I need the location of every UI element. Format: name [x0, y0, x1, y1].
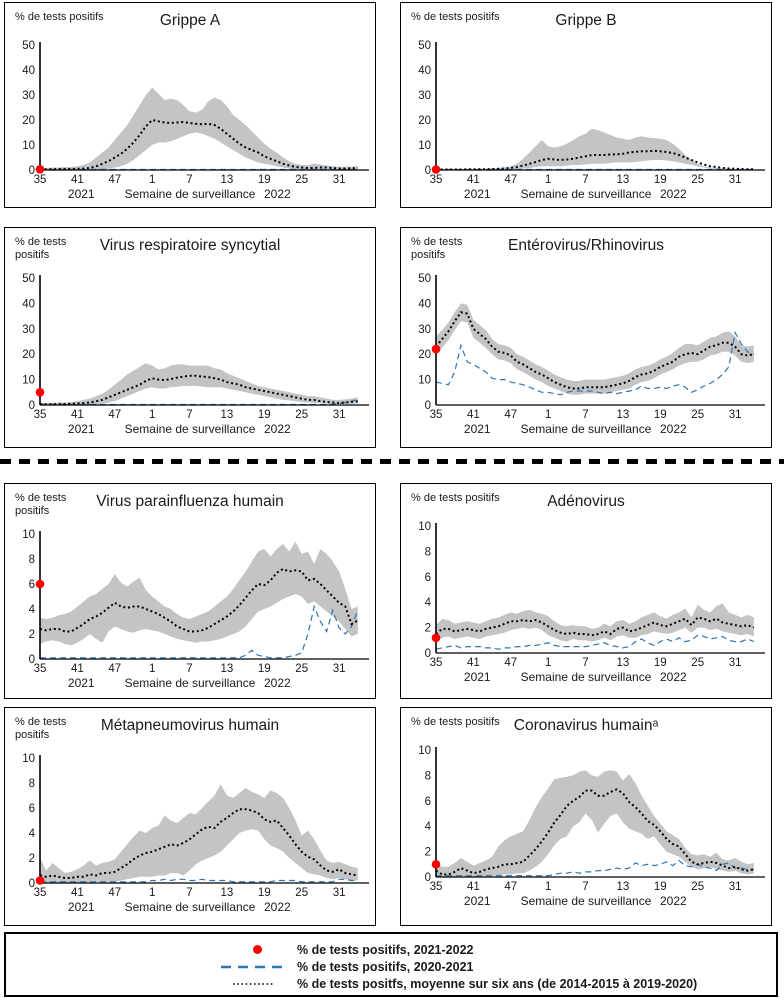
svg-text:0: 0	[424, 648, 431, 660]
svg-text:6: 6	[424, 571, 431, 584]
svg-text:47: 47	[504, 174, 518, 186]
vrs-plot	[10, 270, 370, 422]
chart-title: Virus respiratoire syncytial	[99, 237, 281, 254]
svg-text:7: 7	[186, 887, 193, 899]
chart-title: Virus parainfluenza humain	[96, 493, 284, 510]
chart-panel-coronavirus	[400, 707, 772, 926]
svg-text:31: 31	[728, 174, 742, 186]
svg-text:50: 50	[22, 40, 35, 52]
svg-text:19: 19	[257, 174, 271, 186]
y-axis-label: % de tests positifs	[411, 11, 500, 23]
chart-title: Adénovirus	[547, 493, 625, 510]
x-axis-title: Semaine de surveillance	[520, 187, 652, 201]
year-right-label: 2022	[264, 900, 291, 914]
svg-text:19: 19	[653, 409, 667, 421]
svg-text:50: 50	[22, 273, 35, 285]
year-left-label: 2021	[463, 670, 491, 684]
legend-label: % de tests positifs, 2020-2021	[297, 959, 474, 974]
legend-label: % de tests positifs, 2021-2022	[297, 942, 474, 957]
svg-text:1: 1	[544, 657, 552, 669]
svg-text:20: 20	[22, 349, 35, 362]
chart-panel-adenovirus	[400, 483, 772, 699]
svg-text:25: 25	[295, 409, 309, 421]
chart-panel-parainfluenza	[4, 483, 376, 699]
svg-text:7: 7	[186, 663, 193, 675]
svg-text:7: 7	[582, 657, 589, 669]
svg-text:2: 2	[28, 629, 35, 641]
svg-text:30: 30	[22, 323, 35, 336]
svg-text:8: 8	[424, 546, 431, 559]
x-axis-caption	[401, 422, 771, 440]
svg-text:1: 1	[148, 174, 156, 186]
svg-text:31: 31	[332, 409, 346, 421]
chart-title: Entérovirus/Rhinovirus	[508, 237, 664, 254]
svg-text:47: 47	[108, 663, 122, 675]
svg-text:6: 6	[28, 579, 35, 591]
svg-text:41: 41	[71, 174, 84, 186]
y-axis-label: % de tests positifs	[15, 492, 67, 517]
panel-header	[401, 488, 771, 518]
svg-text:0: 0	[28, 400, 35, 412]
svg-text:47: 47	[504, 657, 518, 669]
svg-text:0: 0	[28, 878, 35, 890]
svg-text:2: 2	[424, 622, 431, 635]
svg-text:1: 1	[544, 174, 552, 186]
legend-box	[4, 932, 778, 997]
year-left-label: 2021	[67, 187, 95, 201]
chart-panel-metapneumovirus	[4, 707, 376, 926]
x-axis-caption	[5, 900, 375, 918]
x-axis-title: Semaine de surveillance	[124, 676, 256, 690]
svg-text:41: 41	[71, 663, 84, 675]
svg-text:10: 10	[22, 140, 35, 152]
chart-panel-vrs	[4, 227, 376, 448]
y-axis-label: % de tests positifs	[15, 716, 67, 741]
legend-item-2021-2022	[216, 941, 776, 958]
panel-header	[5, 232, 375, 270]
svg-text:0: 0	[28, 654, 35, 666]
svg-text:13: 13	[220, 663, 234, 675]
panel-header	[401, 232, 771, 270]
svg-text:30: 30	[418, 323, 431, 336]
parainfluenza-plot	[10, 526, 370, 676]
year-right-label: 2022	[660, 894, 687, 908]
svg-text:10: 10	[418, 521, 431, 533]
svg-text:13: 13	[220, 887, 234, 899]
svg-text:10: 10	[22, 374, 35, 387]
svg-text:13: 13	[616, 657, 630, 669]
svg-text:30: 30	[22, 90, 35, 102]
svg-text:4: 4	[424, 597, 431, 610]
year-right-label: 2022	[264, 187, 291, 201]
legend-marker-black-dotted-line	[216, 981, 292, 987]
grippe-a-plot	[10, 37, 370, 187]
svg-text:50: 50	[418, 273, 431, 285]
svg-text:0: 0	[424, 400, 431, 412]
section-divider-dashed-line	[0, 459, 784, 464]
svg-text:8: 8	[28, 778, 35, 790]
year-left-label: 2021	[67, 900, 95, 914]
panel-header	[5, 712, 375, 750]
svg-text:30: 30	[418, 90, 431, 102]
adenovirus-plot	[406, 518, 766, 670]
svg-text:35: 35	[429, 409, 443, 421]
svg-text:47: 47	[108, 409, 122, 421]
svg-text:31: 31	[728, 409, 742, 421]
y-axis-label: % de tests positifs	[15, 236, 67, 261]
year-right-label: 2022	[660, 187, 687, 201]
svg-text:47: 47	[504, 409, 518, 421]
legend-label: % de tests positfs, moyenne sur six ans (de 2014-2015 à 2019-2020)	[297, 976, 698, 991]
panel-header	[401, 712, 771, 742]
year-left-label: 2021	[463, 422, 491, 436]
svg-text:31: 31	[332, 887, 346, 899]
svg-text:10: 10	[418, 745, 431, 757]
svg-text:35: 35	[429, 657, 443, 669]
svg-text:8: 8	[28, 554, 35, 566]
y-axis-label: % de tests positifs	[411, 716, 500, 728]
year-right-label: 2022	[660, 422, 687, 436]
svg-text:20: 20	[22, 115, 35, 127]
svg-text:13: 13	[220, 174, 234, 186]
year-right-label: 2022	[660, 670, 687, 684]
x-axis-title: Semaine de surveillance	[520, 670, 652, 684]
svg-text:35: 35	[429, 881, 443, 893]
svg-text:35: 35	[33, 663, 47, 675]
svg-text:10: 10	[418, 374, 431, 387]
svg-text:10: 10	[418, 140, 431, 152]
svg-text:13: 13	[616, 174, 630, 186]
year-right-label: 2022	[264, 676, 291, 690]
svg-text:35: 35	[33, 174, 47, 186]
svg-text:1: 1	[544, 881, 552, 893]
chart-title: Grippe B	[555, 12, 617, 29]
chart-panel-grippe-b	[400, 2, 772, 208]
coronavirus-plot	[406, 742, 766, 894]
enterovirus-rhinovirus-plot	[406, 270, 766, 422]
svg-text:4: 4	[28, 828, 35, 840]
y-axis-label: % de tests positifs	[411, 492, 500, 504]
x-axis-title: Semaine de surveillance	[124, 900, 256, 914]
x-axis-title: Semaine de surveillance	[520, 422, 652, 436]
svg-text:31: 31	[332, 663, 346, 675]
svg-text:10: 10	[22, 753, 35, 765]
svg-text:47: 47	[504, 881, 518, 893]
panel-header	[401, 7, 771, 37]
svg-text:1: 1	[544, 409, 552, 421]
svg-text:41: 41	[467, 409, 480, 421]
x-axis-caption	[401, 187, 771, 205]
x-axis-title: Semaine de surveillance	[520, 894, 652, 908]
year-left-label: 2021	[67, 676, 95, 690]
svg-text:25: 25	[295, 887, 309, 899]
svg-text:25: 25	[295, 663, 309, 675]
svg-text:13: 13	[616, 881, 630, 893]
svg-text:25: 25	[691, 657, 705, 669]
svg-text:40: 40	[22, 65, 35, 77]
svg-text:35: 35	[33, 887, 47, 899]
year-left-label: 2021	[67, 422, 95, 436]
legend-marker-red-dot	[216, 945, 292, 954]
svg-text:6: 6	[28, 803, 35, 815]
svg-text:40: 40	[418, 298, 431, 311]
svg-text:13: 13	[220, 409, 234, 421]
svg-text:35: 35	[429, 174, 443, 186]
chart-panel-grippe-a	[4, 2, 376, 208]
svg-text:40: 40	[418, 65, 431, 77]
svg-text:40: 40	[22, 298, 35, 311]
legend-item-2020-2021	[216, 958, 776, 975]
year-left-label: 2021	[463, 894, 491, 908]
legend-item-moyenne-six-ans	[216, 975, 776, 992]
svg-text:1: 1	[148, 663, 156, 675]
svg-text:0: 0	[424, 872, 431, 884]
panel-header	[5, 7, 375, 37]
y-axis-label: % de tests positifs	[411, 236, 463, 261]
svg-text:19: 19	[257, 409, 271, 421]
svg-text:31: 31	[332, 174, 346, 186]
chart-title: Grippe A	[159, 12, 221, 29]
svg-text:19: 19	[257, 887, 271, 899]
svg-text:20: 20	[418, 349, 431, 362]
year-left-label: 2021	[463, 187, 491, 201]
svg-text:25: 25	[295, 174, 309, 186]
svg-text:7: 7	[186, 174, 193, 186]
x-axis-caption	[5, 422, 375, 440]
svg-text:19: 19	[653, 174, 667, 186]
x-axis-title: Semaine de surveillance	[124, 422, 256, 436]
svg-text:41: 41	[467, 657, 480, 669]
x-axis-caption	[401, 894, 771, 912]
svg-text:4: 4	[28, 604, 35, 616]
svg-text:13: 13	[616, 409, 630, 421]
metapneumovirus-plot	[10, 750, 370, 900]
svg-text:41: 41	[467, 881, 480, 893]
svg-text:25: 25	[691, 174, 705, 186]
x-axis-caption	[5, 187, 375, 205]
panel-header	[5, 488, 375, 526]
svg-text:2: 2	[28, 853, 35, 865]
svg-text:1: 1	[148, 887, 156, 899]
svg-text:19: 19	[257, 663, 271, 675]
svg-text:7: 7	[582, 174, 589, 186]
year-right-label: 2022	[264, 422, 291, 436]
svg-text:2: 2	[424, 846, 431, 859]
chart-title: Métapneumovirus humain	[100, 717, 280, 734]
svg-text:7: 7	[582, 881, 589, 893]
legend-marker-blue-dashed-line	[216, 964, 292, 970]
svg-text:19: 19	[653, 657, 667, 669]
svg-text:0: 0	[424, 165, 431, 177]
svg-text:50: 50	[418, 40, 431, 52]
svg-text:35: 35	[33, 409, 47, 421]
svg-text:10: 10	[22, 529, 35, 541]
svg-text:19: 19	[653, 881, 667, 893]
svg-text:25: 25	[691, 881, 705, 893]
svg-text:6: 6	[424, 795, 431, 808]
x-axis-caption	[401, 670, 771, 688]
chart-panel-enterovirus-rhinovirus	[400, 227, 772, 448]
svg-text:20: 20	[418, 115, 431, 127]
grippe-b-plot	[406, 37, 766, 187]
svg-text:25: 25	[691, 409, 705, 421]
x-axis-caption	[5, 676, 375, 694]
svg-text:41: 41	[467, 174, 480, 186]
svg-text:1: 1	[148, 409, 156, 421]
y-axis-label: % de tests positifs	[15, 11, 104, 23]
svg-text:7: 7	[186, 409, 193, 421]
svg-text:31: 31	[728, 881, 742, 893]
x-axis-title: Semaine de surveillance	[124, 187, 256, 201]
svg-text:4: 4	[424, 821, 431, 834]
svg-text:31: 31	[728, 657, 742, 669]
svg-text:47: 47	[108, 174, 122, 186]
svg-text:41: 41	[71, 887, 84, 899]
chart-title: Coronavirus humainᵃ	[513, 717, 659, 734]
svg-text:0: 0	[28, 165, 35, 177]
svg-text:47: 47	[108, 887, 122, 899]
svg-text:7: 7	[582, 409, 589, 421]
svg-text:41: 41	[71, 409, 84, 421]
svg-text:8: 8	[424, 770, 431, 783]
